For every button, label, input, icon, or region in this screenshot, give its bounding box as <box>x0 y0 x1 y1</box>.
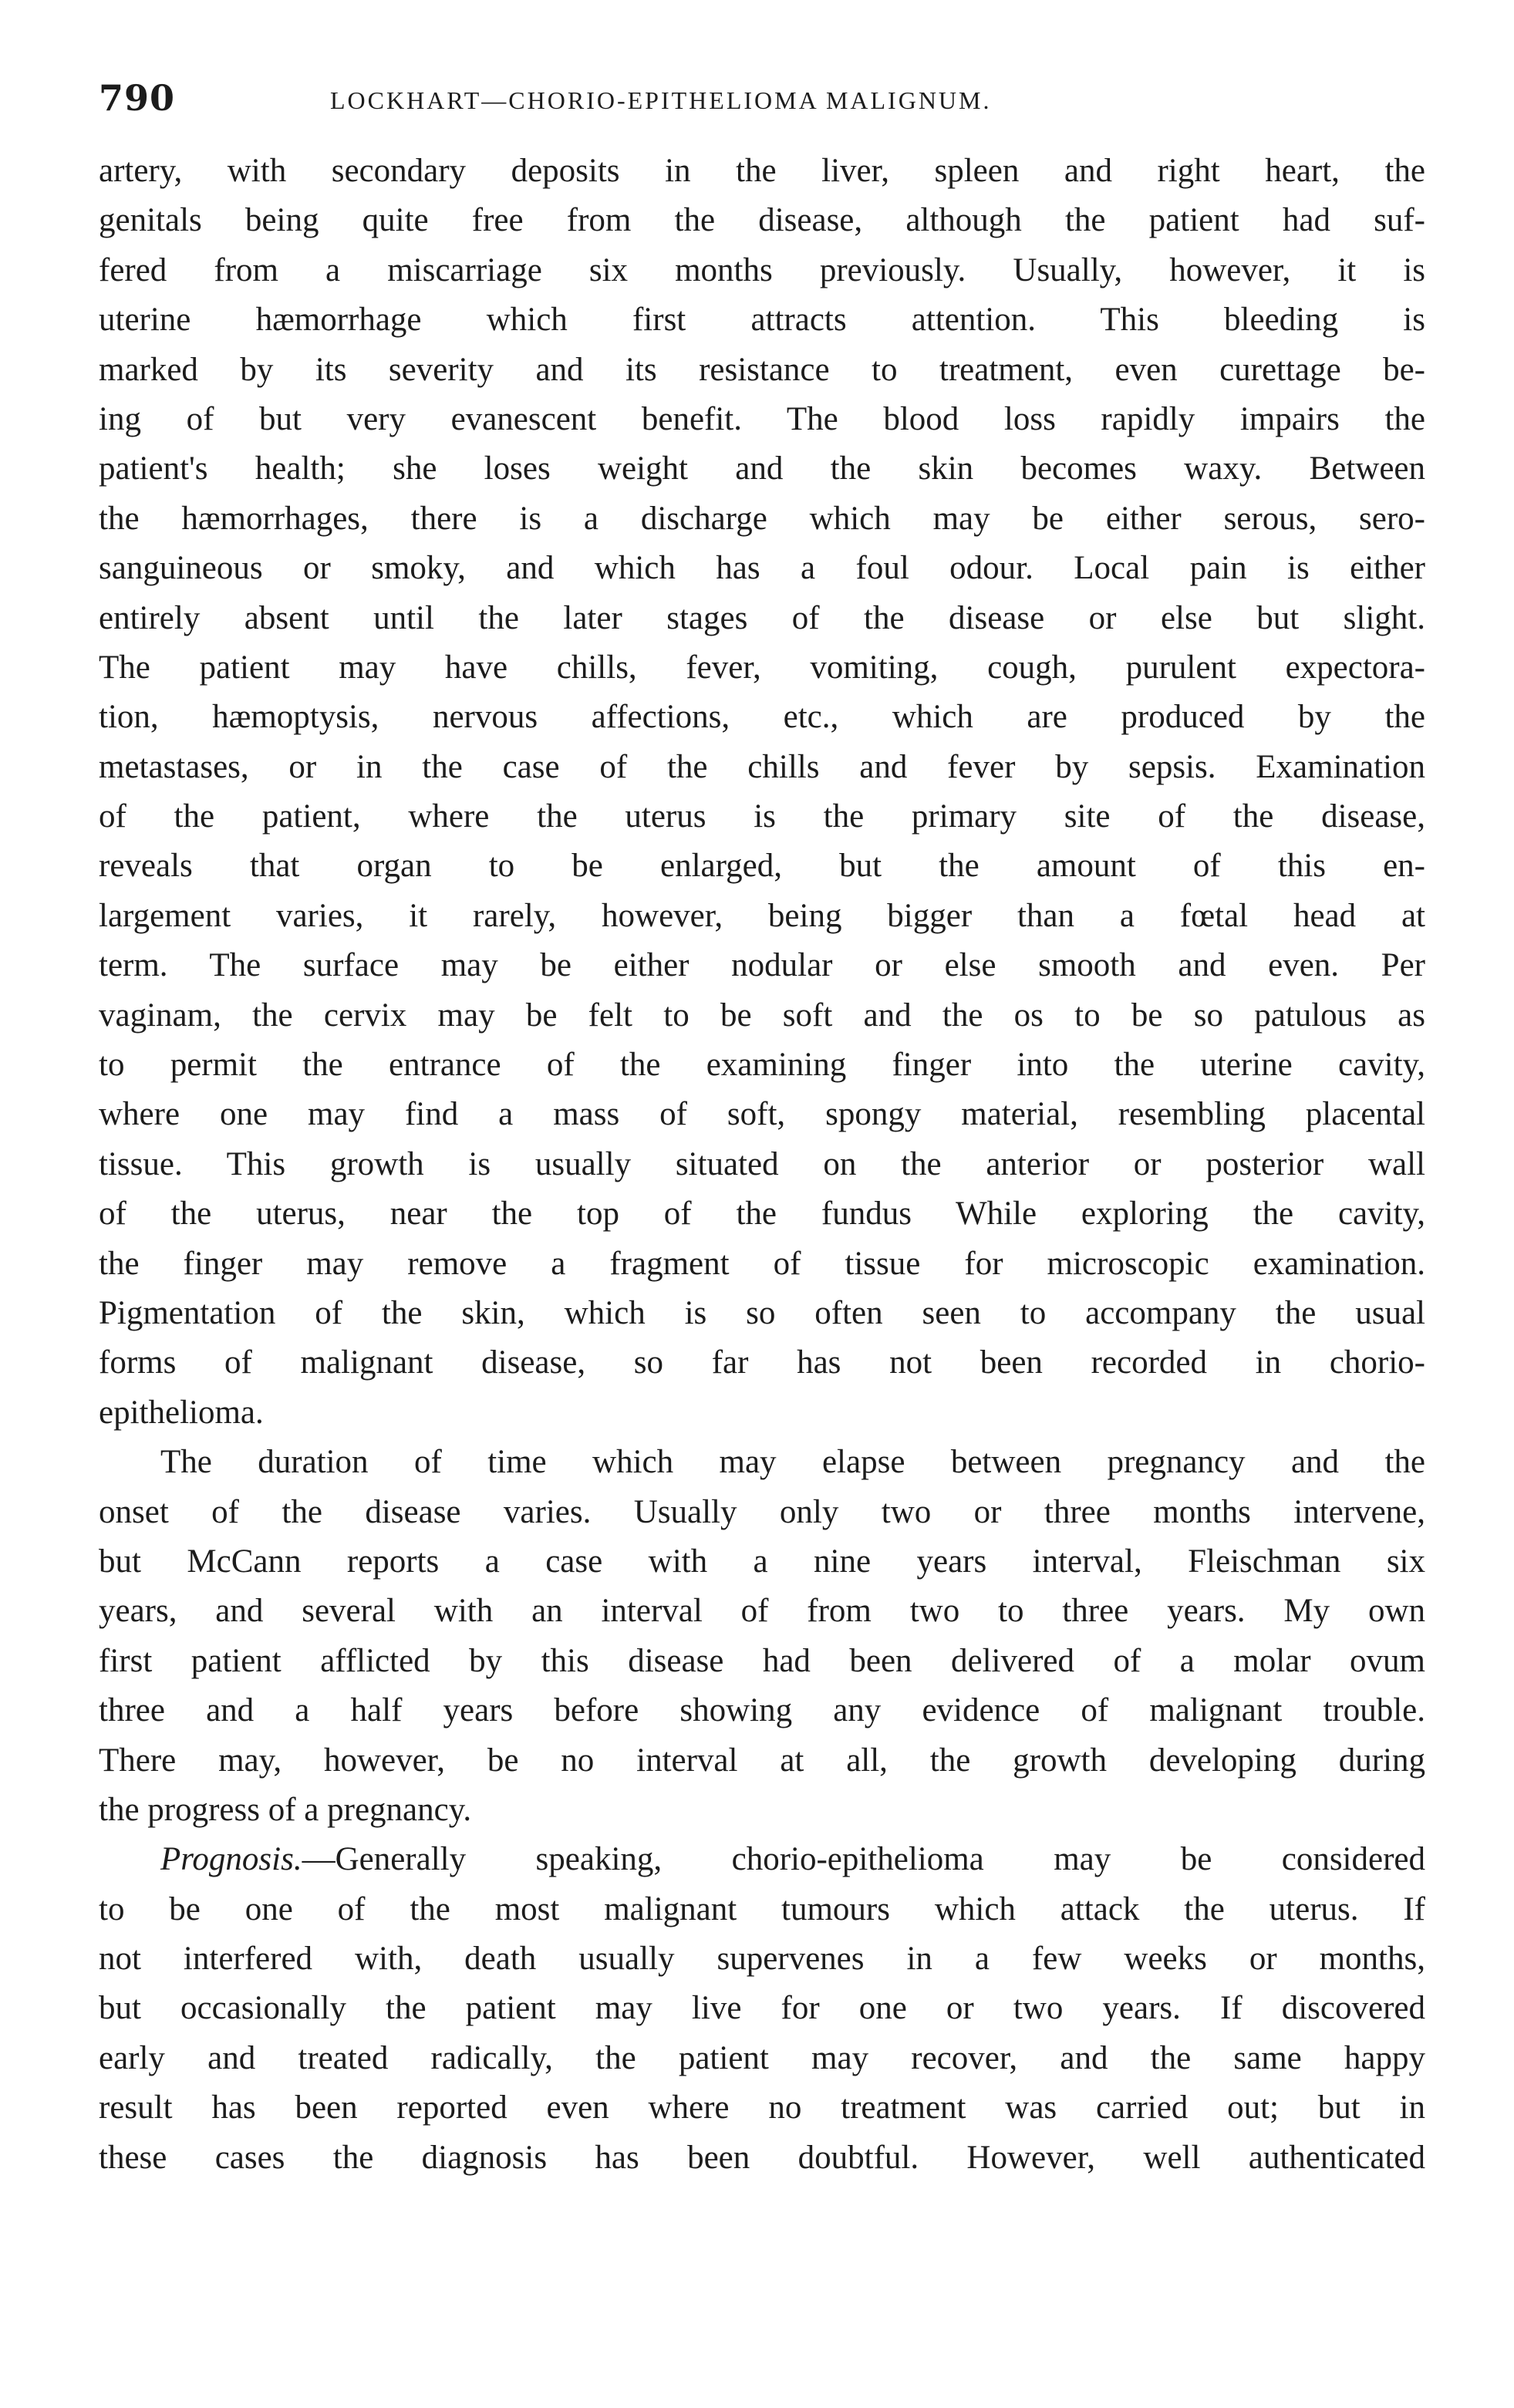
text-line: artery, with secondary deposits in the liver, spleen and right heart, the <box>99 153 1425 189</box>
text-line: vaginam, the cervix may be felt to be soft and the os to be so patulous as <box>99 997 1425 1034</box>
text-line: tion, hæmoptysis, nervous affections, etc., which are produced by the <box>99 699 1425 736</box>
text-line: to permit the entrance of the examining finger into the uterine cavity, <box>99 1047 1425 1084</box>
text-line: but McCann reports a case with a nine years interval, Fleischman six <box>99 1543 1425 1580</box>
body-text <box>99 147 1425 2183</box>
text-line: marked by its severity and its resistance to treatment, even curettage be- <box>99 351 1425 388</box>
text-line: the hæmorrhages, there is a discharge which may be either serous, sero- <box>99 500 1425 537</box>
text-line: The duration of time which may elapse between pregnancy and the <box>160 1444 1425 1481</box>
text-line: result has been reported even where no treatment was carried out; but in <box>99 2089 1425 2126</box>
text-line: patient's health; she loses weight and the skin becomes waxy. Between <box>99 450 1425 487</box>
text-line: uterine hæmorrhage which first attracts attention. This bleeding is <box>99 302 1425 339</box>
text-line: Pigmentation of the skin, which is so often seen to accompany the usual <box>99 1294 1425 1331</box>
text-line: first patient afflicted by this disease had been delivered of a molar ovum <box>99 1642 1425 1679</box>
text-line: sanguineous or smoky, and which has a foul odour. Local pain is either <box>99 550 1425 587</box>
running-head <box>99 77 1425 131</box>
text-line: early and treated radically, the patient may recover, and the same happy <box>99 2039 1425 2076</box>
text-line: these cases the diagnosis has been doubtful. However, well authenticated <box>99 2139 1425 2176</box>
text-line-content: —Generally speaking, chorio-epithelioma may be considered <box>302 1841 1425 1878</box>
text-line: where one may find a mass of soft, spongy material, resembling placental <box>99 1096 1425 1133</box>
text-line: tissue. This growth is usually situated on the anterior or posterior wall <box>99 1145 1425 1182</box>
text-line: the finger may remove a fragment of tissue for microscopic examination. <box>99 1245 1425 1282</box>
text-line: onset of the disease varies. Usually only two or three months intervene, <box>99 1493 1425 1530</box>
text-line: entirely absent until the later stages of the disease or else but slight. <box>99 599 1425 636</box>
text-line: reveals that organ to be enlarged, but the amount of this en- <box>99 848 1425 885</box>
text-line: The patient may have chills, fever, vomiting, cough, purulent expectora- <box>99 649 1425 686</box>
text-line: three and a half years before showing any evidence of malignant trouble. <box>99 1692 1425 1729</box>
text-line: to be one of the most malignant tumours which attack the uterus. If <box>99 1890 1425 1927</box>
page-number: 790 <box>99 77 176 119</box>
text-line: There may, however, be no interval at all, the growth developing during <box>99 1742 1425 1779</box>
section-heading-prognosis: Prognosis. <box>160 1841 302 1878</box>
running-title: LOCKHART—CHORIO-EPITHELIOMA MALIGNUM. <box>330 86 992 114</box>
text-line: largement varies, it rarely, however, being bigger than a fœtal head at <box>99 897 1425 934</box>
text-line: fered from a miscarriage six months previously. Usually, however, it is <box>99 251 1425 288</box>
text-line: term. The surface may be either nodular or else smooth and even. Per <box>99 947 1425 984</box>
text-line: years, and several with an interval of from two to three years. My own <box>99 1593 1425 1630</box>
text-line: but occasionally the patient may live for one or two years. If discovered <box>99 1990 1425 2027</box>
text-line: of the patient, where the uterus is the primary site of the disease, <box>99 798 1425 835</box>
text-line: epithelioma. <box>99 1394 264 1431</box>
paragraph-1 <box>99 147 1425 1438</box>
text-line: genitals being quite free from the disease, although the patient had suf- <box>99 202 1425 239</box>
paragraph-3 <box>99 1835 1425 2183</box>
text-line: of the uterus, near the top of the fundus While exploring the cavity, <box>99 1196 1425 1233</box>
text-line: metastases, or in the case of the chills and fever by sepsis. Examination <box>99 748 1425 785</box>
text-line: forms of malignant disease, so far has not been recorded in chorio- <box>99 1344 1425 1381</box>
text-line: not interfered with, death usually supervenes in a few weeks or months, <box>99 1941 1425 1978</box>
text-line: ing of but very evanescent benefit. The blood loss rapidly impairs the <box>99 400 1425 437</box>
paragraph-2 <box>99 1438 1425 1835</box>
text-line <box>99 1835 1425 1884</box>
text-line: the progress of a pregnancy. <box>99 1791 472 1828</box>
